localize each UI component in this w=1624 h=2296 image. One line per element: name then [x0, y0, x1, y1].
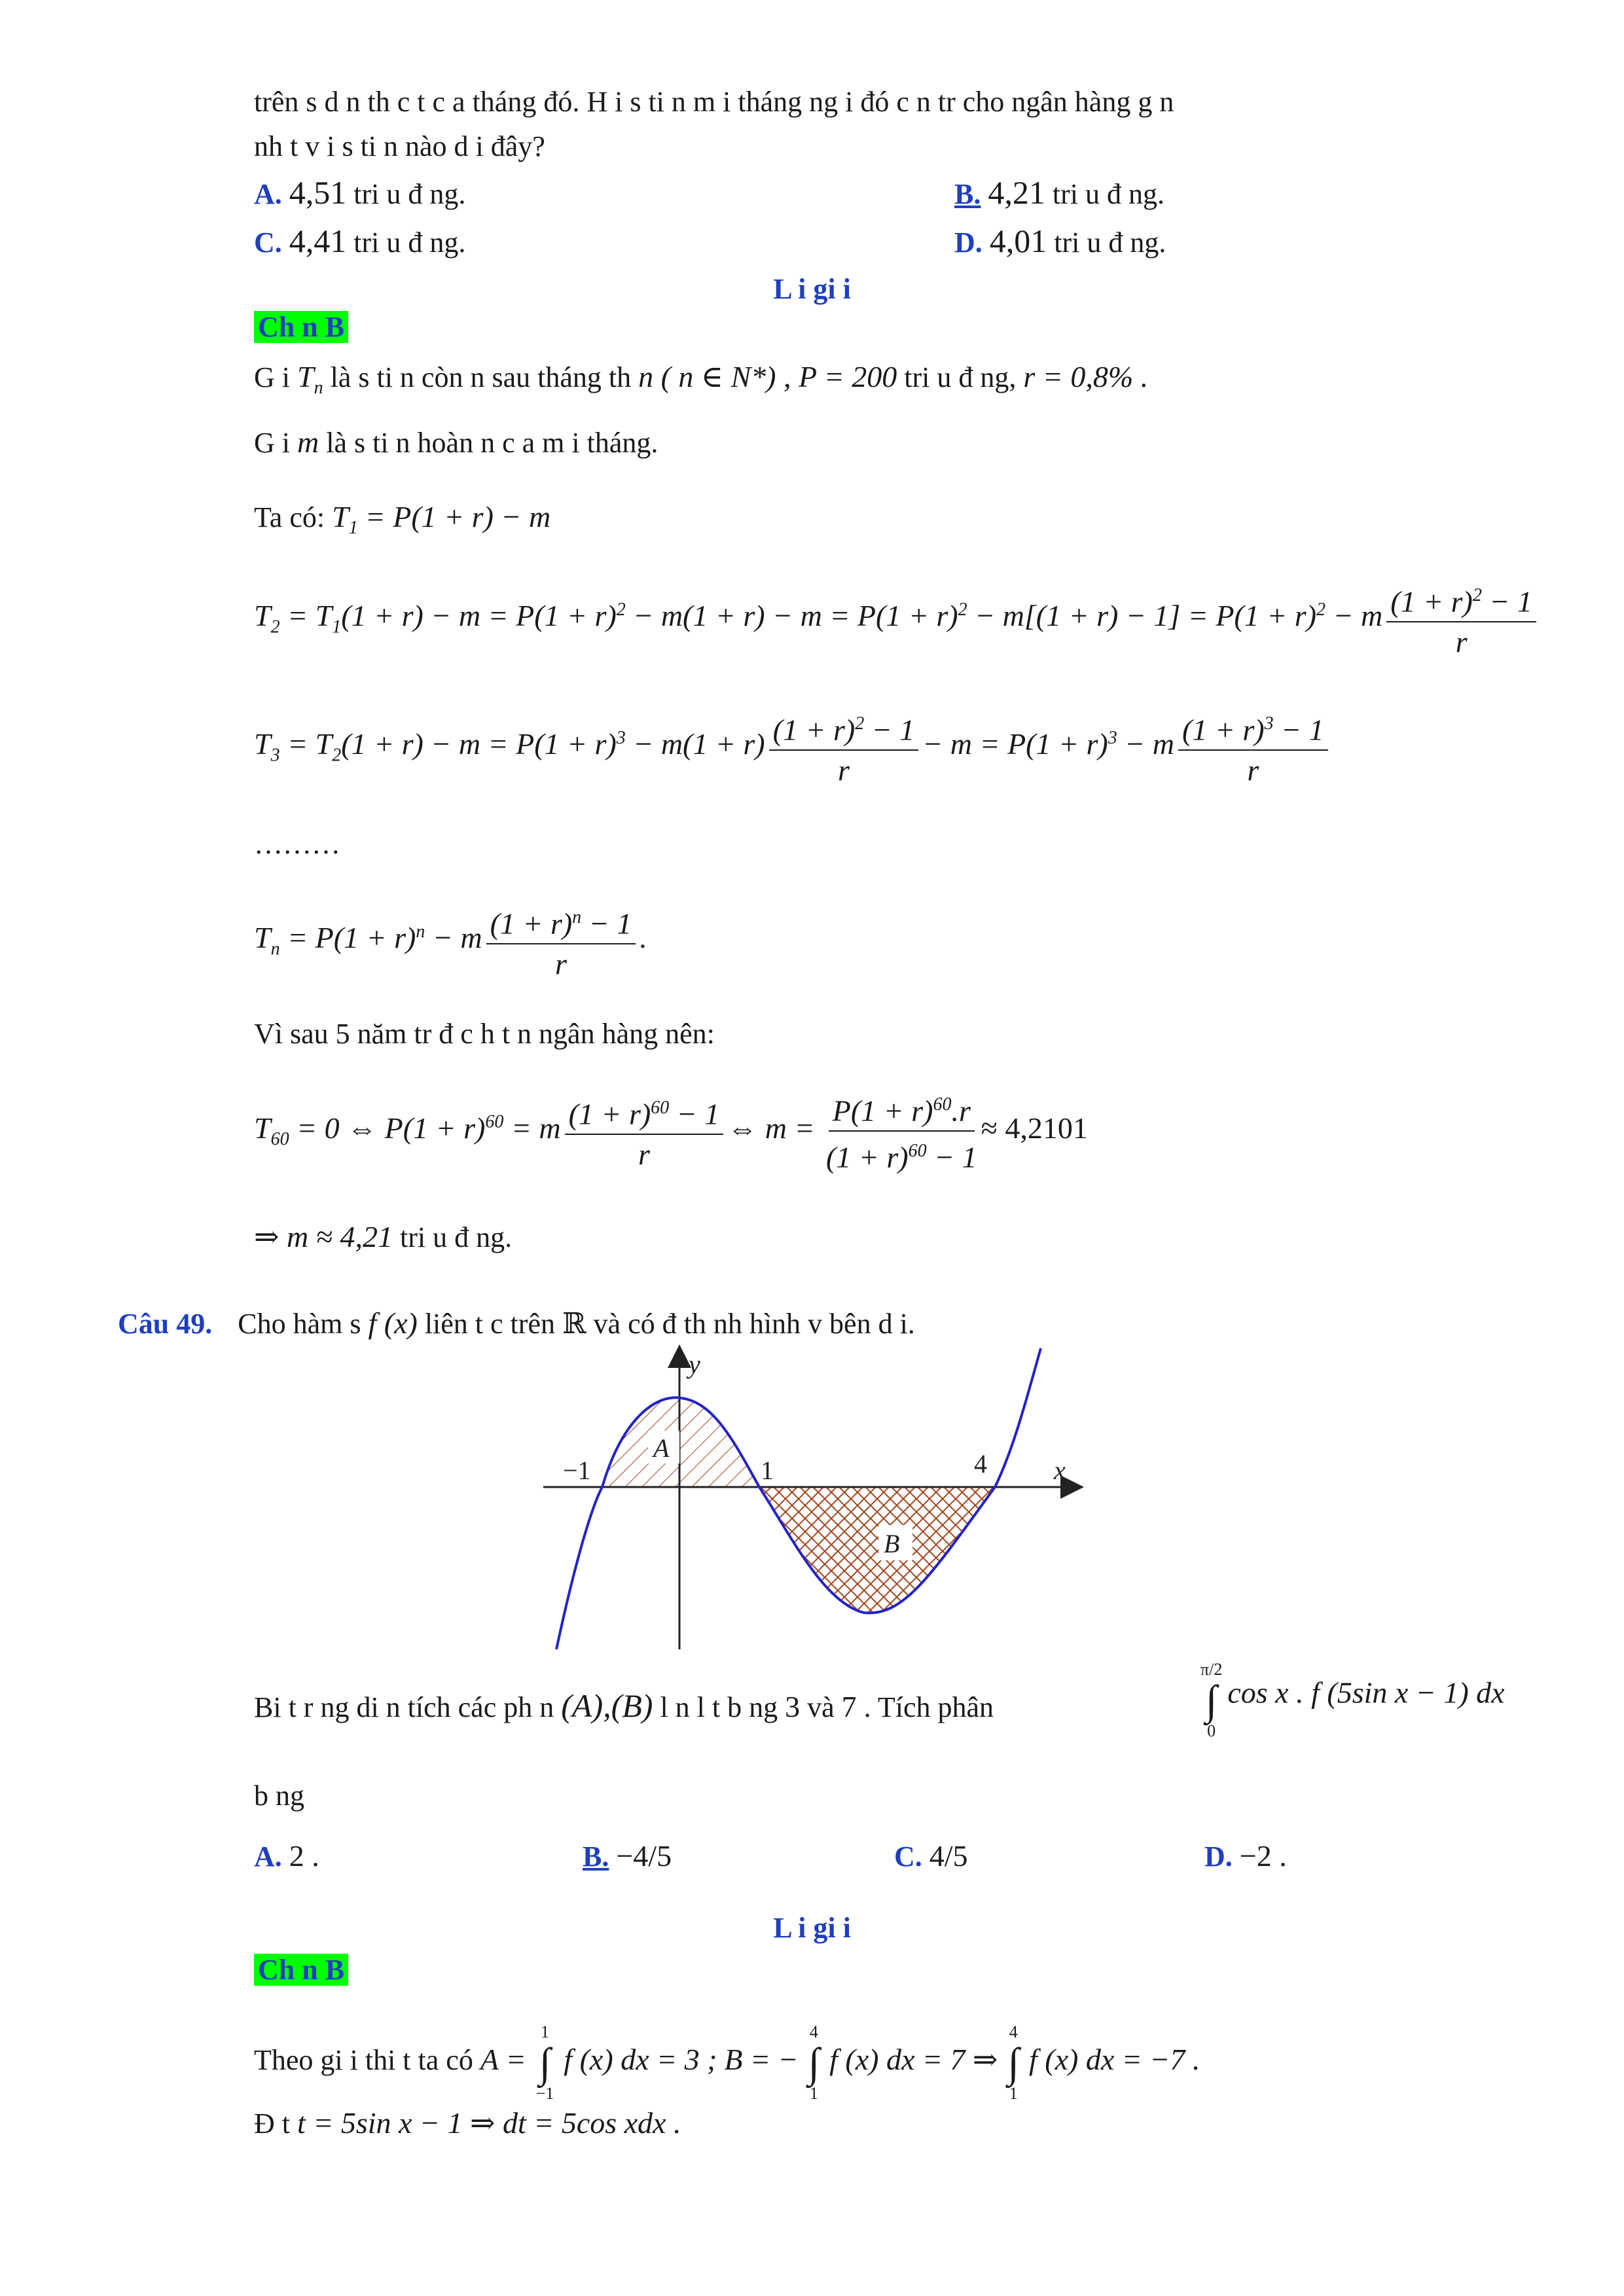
math: n ( n ∈ N*) , P = 200 — [638, 360, 897, 393]
region-a — [602, 1397, 759, 1487]
chosen-answer-48: Ch n B — [254, 311, 348, 343]
text: liên t c trên ℝ và có đ th nh hình v bên d i. — [424, 1308, 915, 1340]
sol48-line-gm — [254, 424, 658, 461]
option-letter: B. — [954, 178, 981, 210]
sol48-result — [254, 1219, 512, 1256]
tick-label-1: 1 — [761, 1456, 774, 1485]
option-value: −2 . — [1239, 1839, 1287, 1873]
option-letter: B. — [583, 1840, 609, 1873]
q49-integral: π/2 ∫ 0 cos x . f (5sin x − 1) dx — [1200, 1660, 1505, 1740]
option-unit: tri u đ ng. — [353, 226, 466, 259]
sol49-theo: Theo gi i thi t ta có A = 1 ∫ −1 f (x) dx = 3 ; B = − 4 ∫ 1 f (x) dx = 7 ⇒ 4 ∫ 1 f (x) dx = −7 . — [254, 2022, 1200, 2103]
text: Theo gi i thi t ta có — [254, 2044, 473, 2077]
sol48-eq-t3: $T_3 = T_2(1 + r) - m = P(1 + r)^3 - m(1 + r)$ $\frac{(1 + r)^2 - 1}{r}$ − $m = P(1 + r)^3 - m$ $\frac{(1 + r)^3 - 1}{r}$ — [254, 704, 1332, 790]
option-value: 4,41 — [289, 223, 347, 259]
option-unit: tri u đ ng. — [1054, 226, 1166, 259]
region-label-a: A — [653, 1433, 670, 1463]
tick-label-neg1: −1 — [563, 1456, 591, 1485]
math: 7 — [841, 1690, 857, 1723]
option-letter: D. — [954, 226, 983, 259]
lower-limit: 0 — [1207, 1721, 1216, 1740]
option-unit: tri u đ ng. — [1052, 178, 1164, 210]
text: G i — [254, 427, 290, 459]
math: ⇒ m ≈ 4,21 — [254, 1220, 393, 1253]
q49-option-c[interactable] — [894, 1838, 968, 1875]
intro-line-1: trên s d n th c t c a tháng đó. H i s ti n m i tháng ng i đó c n tr cho ngân hàng g n — [254, 86, 1174, 118]
option-letter: A. — [254, 1840, 282, 1873]
text: Đ t — [254, 2108, 290, 2140]
option-value: 4,01 — [989, 223, 1047, 259]
sol48-vi-sau: Vì sau 5 năm tr đ c h t n ngân hàng nên: — [254, 1018, 715, 1050]
math: A = — [480, 2043, 526, 2077]
text: Ta có: — [254, 501, 325, 533]
q49-body-line — [254, 1687, 994, 1726]
option-value: 2 . — [289, 1839, 319, 1873]
text: và — [807, 1691, 835, 1723]
approx-value: ≈ 4,2101 — [981, 1111, 1088, 1145]
option-letter: A. — [254, 178, 282, 210]
y-axis-label: y — [689, 1350, 700, 1379]
text: tri u đ ng. — [400, 1221, 513, 1253]
sol48-eq-tn: $T_n = P(1 + r)^n - m$ $\frac{(1 + r)^n - 1}{r}$ . — [254, 898, 647, 984]
q49-option-a[interactable] — [254, 1838, 319, 1875]
sol48-dots: ……… — [254, 828, 340, 860]
option-value: −4/5 — [616, 1839, 672, 1873]
x-axis-label: x — [1054, 1456, 1066, 1485]
region-b — [759, 1487, 995, 1613]
q48-option-a[interactable] — [254, 174, 465, 213]
tick-label-4: 4 — [974, 1449, 987, 1479]
math: f (x) dx = 3 ; — [564, 2043, 717, 2077]
math: 3 — [785, 1690, 801, 1723]
math-t1: $T_1$ — [332, 500, 358, 539]
intro-line-2: nh t v i s ti n nào d i đây? — [254, 130, 545, 162]
math: f (x) — [368, 1306, 418, 1340]
math: m — [297, 425, 319, 459]
math-tn: $T_n$ — [297, 360, 323, 399]
text: G i — [254, 361, 290, 393]
math: t = 5sin x − 1 ⇒ dt = 5cos xdx . — [297, 2106, 681, 2140]
math: f (x) dx = 7 ⇒ — [829, 2043, 998, 2077]
math: r = 0,8% . — [1023, 360, 1149, 393]
q48-option-d[interactable] — [954, 223, 1166, 261]
sol48-taco — [254, 499, 550, 547]
solution-heading-49: L i gi i — [773, 1912, 851, 1944]
question-label: Câu 49. — [118, 1308, 213, 1340]
text: tri u đ ng, — [904, 361, 1017, 393]
q48-option-b[interactable] — [954, 174, 1164, 213]
q49-question — [118, 1305, 915, 1342]
math: = P(1 + r) − m — [365, 500, 551, 533]
solution-heading-48: L i gi i — [773, 273, 851, 305]
chosen-answer-49: Ch n B — [254, 1954, 348, 1986]
text: Bi t r ng di n tích các ph n — [254, 1691, 554, 1723]
region-label-b: B — [884, 1529, 900, 1558]
sol49-dat — [254, 2105, 681, 2142]
q48-option-c[interactable] — [254, 223, 465, 261]
option-unit: tri u đ ng. — [353, 178, 466, 210]
q49-body-line2: b ng — [254, 1780, 304, 1812]
option-letter: C. — [254, 226, 282, 259]
text: l n l t b ng — [660, 1691, 778, 1723]
option-value: 4,51 — [289, 174, 347, 211]
q49-option-d[interactable] — [1204, 1838, 1287, 1875]
upper-limit: π/2 — [1200, 1660, 1223, 1679]
integrand: cos x . f (5sin x − 1) dx — [1227, 1676, 1505, 1710]
text: Cho hàm s — [238, 1308, 361, 1340]
sol48-line-gi — [254, 359, 1148, 406]
sol48-eq-t60: $T_{60} = 0$ ⇔ $P(1 + r)^{60} = m$ $\frac{(1 + r)^{60} - 1}{r}$ ⇔ m = $\frac{P(1 + r)^{60}.r}{(1 + r)^{60} - 1}$ ≈ 4,2101 — [254, 1085, 1088, 1177]
sol48-eq-t2: $T_2 = T_1(1 + r) - m = P(1 + r)^2 - m(1 + r) - m = P(1 + r)^2 - m[(1 + r) - 1] = P(1 + r)^2 - m$ $\frac{(1 + r)^2 - 1}{r}$ — [254, 576, 1540, 662]
option-letter: C. — [894, 1840, 922, 1873]
option-letter: D. — [1204, 1840, 1233, 1873]
option-value: 4,21 — [988, 174, 1045, 211]
q49-option-b[interactable] — [583, 1838, 672, 1875]
text: là s ti n còn n sau tháng th — [330, 361, 632, 393]
function-graph — [537, 1342, 1093, 1656]
text: . Tích phân — [863, 1691, 994, 1723]
math: (A),(B) — [561, 1687, 653, 1724]
text: là s ti n hoàn n c a m i tháng. — [326, 427, 659, 459]
math: f (x) dx = −7 . — [1029, 2043, 1200, 2077]
option-value: 4/5 — [929, 1839, 968, 1873]
math: B = − — [724, 2043, 799, 2077]
